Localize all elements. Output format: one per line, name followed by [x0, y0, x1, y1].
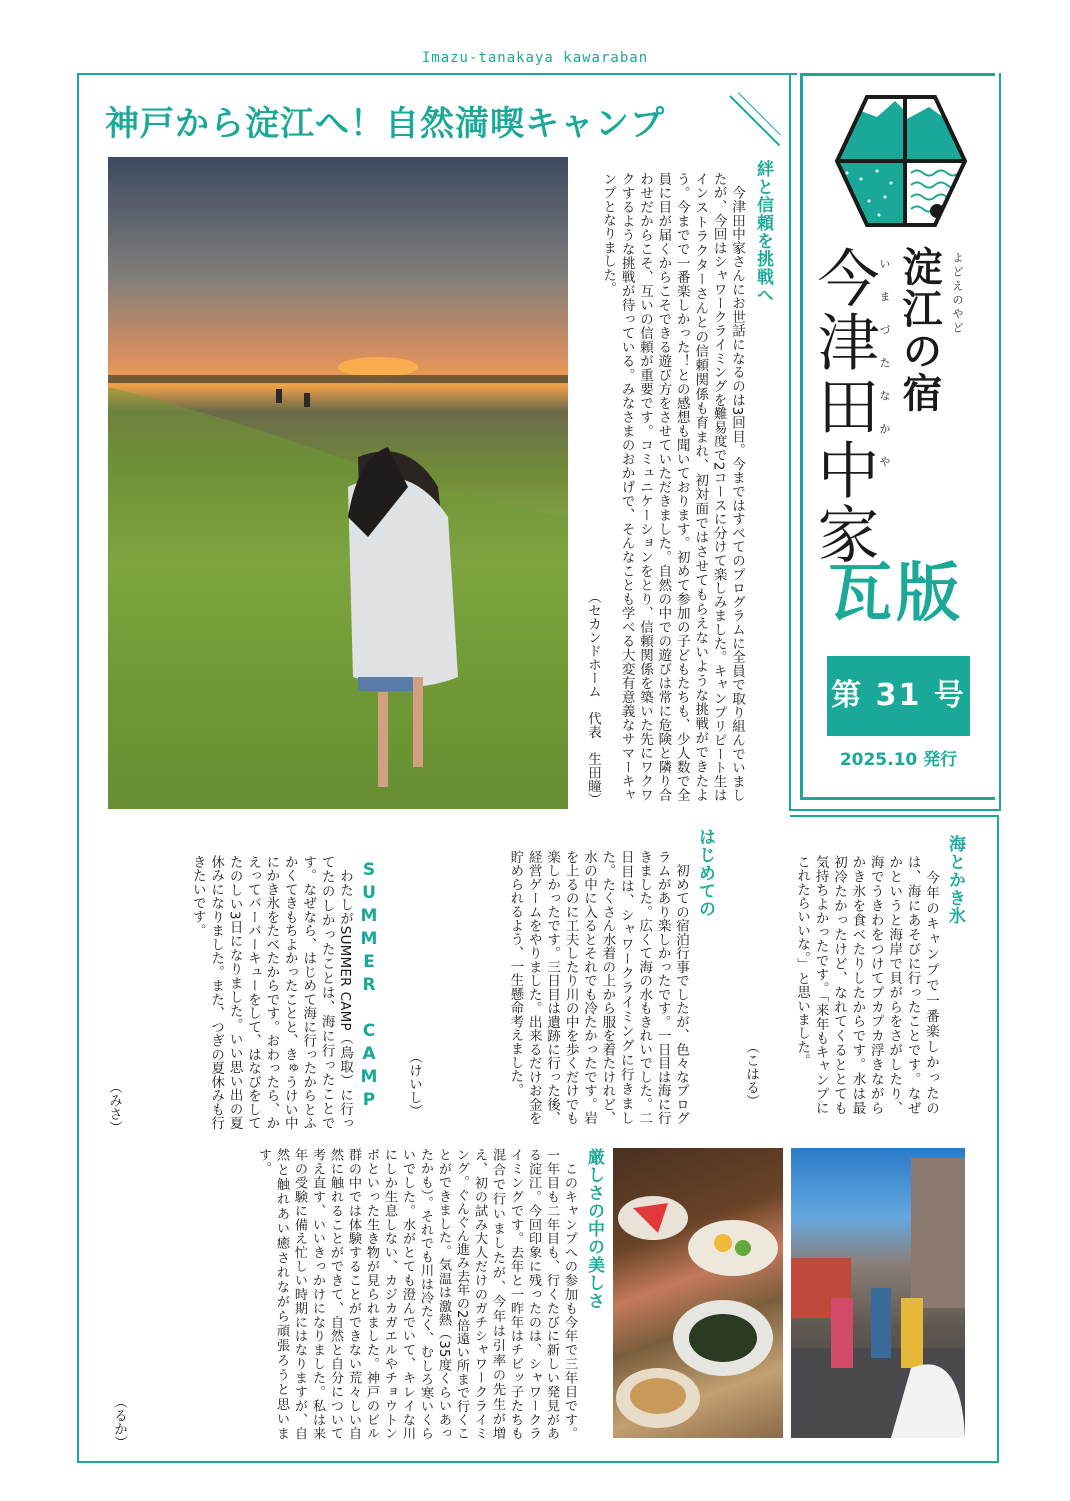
- title-imazu: 今津田中家: [807, 246, 880, 566]
- article-summer-heading: SUMMER CAMP: [359, 860, 379, 1113]
- page-headline: 神戸から淀江へ！自然満喫キャンプ: [105, 104, 665, 144]
- title-kawaraban: 瓦版: [828, 557, 964, 631]
- frame-right-lower: [997, 815, 999, 1463]
- article-summer-signature: （みさ）: [106, 1080, 122, 1134]
- article-kibishisa-signature: （るか）: [111, 1395, 127, 1449]
- article-hajimete-body: 初めての宿泊行事でしたが、色々なプログラムがあり楽しかったです。一日目は海に行きました。広くて海の水もきれいでした。二日目は、シャワークライミングに行きました。たくさん水着の上から服を着たけれど、水の中に入るとそれでも冷たかったです。岩を上るのに工夫したり川の中を歩くだけでも楽しかったです。三日目は遺跡に行った後、経営ゲームをやりました。出来るだけお金を貯められるよう、一生懸命考えました。: [507, 850, 689, 1125]
- issue-date: 2025.10 発行: [839, 750, 958, 770]
- article-kibishisa-body: このキャンプへの参加も今年で三年目です。一年目も二年目も、行くたびに新しい発見がある淀江。今回印象に残ったのは、シャワークライミングです。去年と一昨年はチビッ子たちも混合で行いましたが、今年は引率の先生が増え、初の試み大人だけのガチシャワークライミング。ぐんぐん進み去年の2倍遠い所まで行くことができました。気温は激熱（35度くらいあったかも）。それでも川は冷たく、むしろ寒いくらいでした。水がとても澄んでいて、キレイな川にしか生息しない、カジカガエルやチョウトンボといった生き物が見られました。神戸のビル群の中では体験することができない荒々しい自然に触れることができて、自然と自分について考え直す、いいきっかけになりました。私は来年の受験に備え忙しい時期にはなりますが、自然と触れあい癒されながら頑張ろうと思います。: [256, 1148, 577, 1440]
- title-yodoe: 淀江の宿: [896, 246, 942, 414]
- article-kibishisa-heading: 厳しさの中の美しさ: [584, 1148, 604, 1310]
- hexagon-mountain-sea-logo-icon: [833, 93, 969, 229]
- article-umi-signature: （こはる）: [743, 1040, 759, 1108]
- article-hajimete-signature: （けいし）: [406, 1050, 422, 1118]
- frame-left: [77, 73, 79, 1463]
- article-hajimete-heading: はじめての: [695, 828, 715, 918]
- frame-mid: [790, 815, 999, 817]
- issue-badge: 第 31 号: [827, 656, 970, 736]
- group-walk-photo: [791, 1148, 965, 1438]
- article-summer-body: わたしがSUMMER CAMP（鳥取）に行ってたのしかったことは、海に行ったことです。なぜなら、はじめて海に行ったからとふかくてきもちよかったことと、きゅうけい中にかき氷をたべたからです。おわったら、かえってバーバーキューをして、はなびをしてたのしい3日になりました。いい思い出の夏休みになりました。また、つぎの夏休みも行きたいです。: [189, 855, 353, 1130]
- frame-top-left: [77, 73, 797, 75]
- frame-corner-diag: [729, 95, 780, 146]
- article-kizuna-signature: （セカンドホーム 代表 生田瞳）: [585, 590, 601, 806]
- ruby-imazu: いまづたなかや: [878, 258, 891, 489]
- article-umi-body: 今年のキャンプで一番楽しかったのは、海にあそびに行ったことです。なぜかというと海岸で貝がらをさがしたり、海でうきわをつけてプカプカ浮きながらかき氷を食べたりしたからです。水は最初冷たかったけど、なれてくるととても気持ちよかったです。「来年もキャンプにこれたらいいな。」と思いました。: [794, 855, 939, 1115]
- series-label: Imazu-tanakaya kawaraban: [421, 50, 649, 66]
- article-kizuna-heading: 絆と信頼を挑戦へ: [753, 160, 773, 304]
- camp-breakfast-photo: [613, 1148, 783, 1438]
- ruby-yodoe: よどえのやど: [951, 252, 964, 336]
- article-umi-heading: 海とかき氷: [945, 835, 965, 925]
- frame-bottom: [77, 1461, 999, 1463]
- sunset-field-photo: [108, 157, 568, 809]
- article-kizuna-body: 今津田中家さんにお世話になるのは3回目。今まではすべてのプログラムに全員で取り組んでいましたが、今回はシャワークライミングを難易度で2コースに分けて楽しみました。キャンプリピート生はインストラクターさんとの信頼関係も育まれ、初対面ではさせてもらえないような挑戦ができたよう。今までで一番楽しかった！との感想も聞いております。初めて参加の子どもたちも、少人数で全員に目が届くからこそできる遊び方をさせていただきました。自然の中での遊びは常に危険と隣り合わせだからこそ、互いの信頼が重要です。コミュニケーションをとり、信頼関係を築いた先にワクワクするような挑戦が待っている。みなさまのおかげで、そんなことも学べる大変有意義なサマーキャンプとなりました。: [600, 172, 745, 802]
- frame-corner-diag2: [738, 92, 781, 135]
